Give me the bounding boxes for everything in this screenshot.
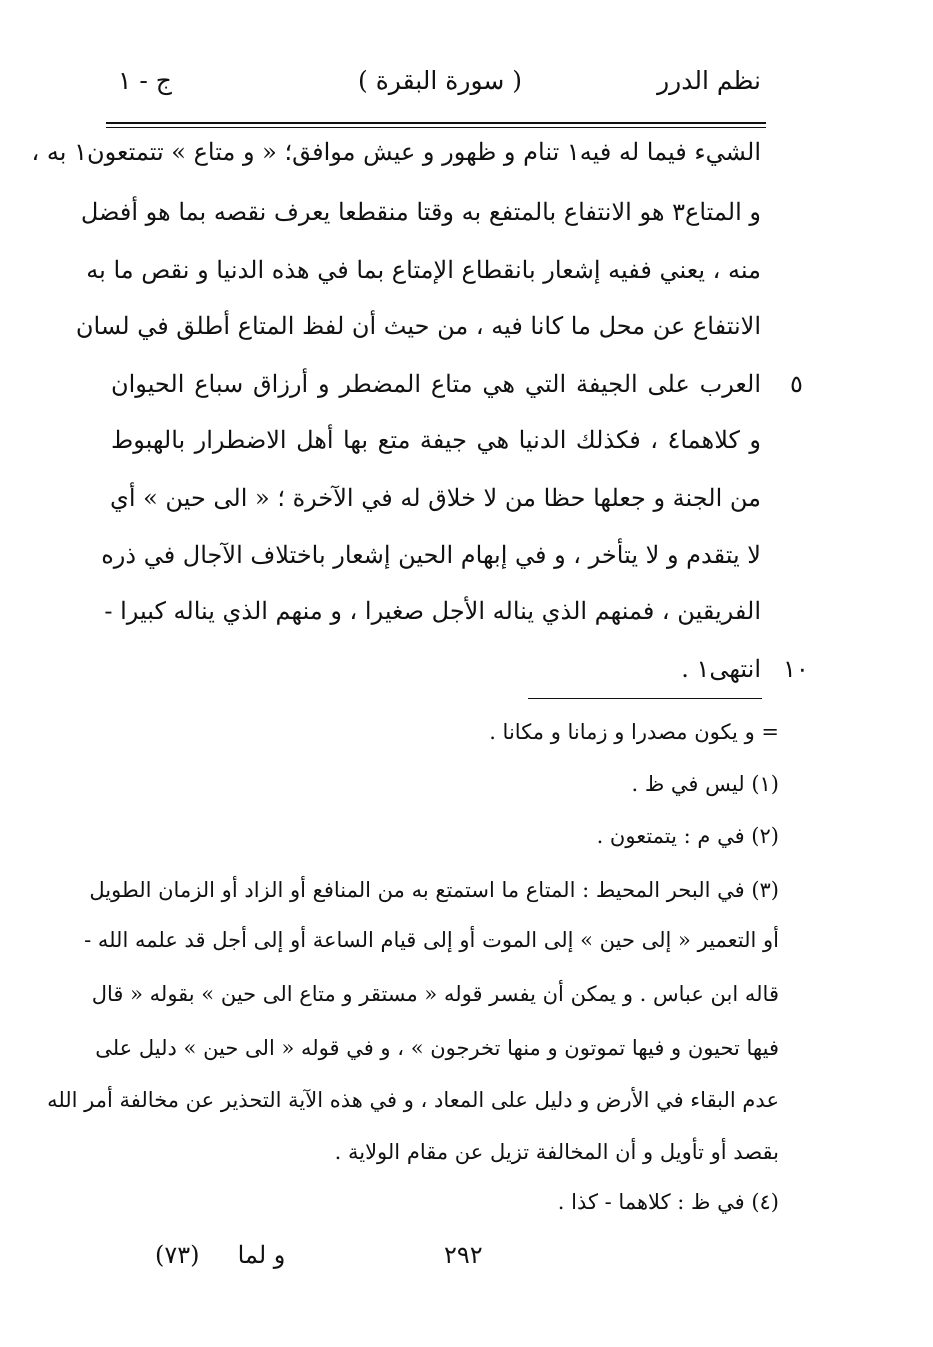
- main-text-line: الانتفاع عن محل ما كانا فيه ، من حيث أن لفظ المتاع أطلق في لسان: [75, 312, 761, 340]
- header-rule-bottom: [106, 127, 766, 128]
- footnote-line: بقصد أو تأويل و أن المخالفة تزيل عن مقام الولاية .: [334, 1140, 779, 1164]
- footnote-separator: [528, 698, 762, 699]
- main-text-line: و المتاع٣ هو الانتفاع بالمتفع به وقتا منقطعا يعرف نقصه بما هو أفضل: [80, 198, 761, 226]
- page-number: ٢٩٢: [444, 1241, 483, 1269]
- footnote-line: (٤) في ظ : كلاهما - كذا .: [557, 1190, 779, 1214]
- footnote-line: (٣) في البحر المحيط : المتاع ما استمتع به من المنافع أو الزاد أو الزمان الطويل: [89, 878, 779, 902]
- line-number-marker: ٥: [790, 370, 803, 398]
- footnote-line: أو التعمير « إلى حين » إلى الموت أو إلى قيام الساعة أو إلى أجل قد علمه الله -: [84, 928, 779, 952]
- running-head-book-title: نظم الدرر: [657, 66, 761, 95]
- header-rule-top: [106, 122, 766, 124]
- main-text-line: الشيء فيما له فيه١ تنام و ظهور و عيش موافق؛ « و متاع » تتمتعون١ به ،: [31, 138, 761, 166]
- main-text-line: لا يتقدم و لا يتأخر ، و في إبهام الحين إشعار باختلاف الآجال في ذره: [101, 541, 761, 569]
- footnote-line: عدم البقاء في الأرض و دليل على المعاد ، و في هذه الآية التحذير عن مخالفة أمر الله: [47, 1088, 779, 1112]
- main-text-line: منه ، يعني ففيه إشعار بانقطاع الإمتاع بما في هذه الدنيا و نقص ما به: [86, 256, 761, 284]
- main-text-line: انتهى١ .: [681, 655, 761, 683]
- footnote-line: (١) ليس في ظ .: [631, 772, 779, 796]
- main-text-line: من الجنة و جعلها حظا من لا خلاق له في الآخرة ؛ « الى حين » أي: [110, 484, 761, 512]
- running-head-surah: ( سورة البقرة ): [358, 66, 523, 95]
- footnote-line: (٢) في م : يتمتعون .: [596, 824, 779, 848]
- signature-catchword: (٧٣) و لما: [155, 1241, 286, 1269]
- main-text-line: الفريقين ، فمنهم الذي يناله الأجل صغيرا ، و منهم الذي يناله كبيرا -: [104, 597, 761, 625]
- line-number-marker: ١٠: [783, 655, 809, 683]
- footnote-line: فيها تحيون و فيها تموتون و منها تخرجون » ، و في قوله « الى حين » دليل على: [95, 1036, 779, 1060]
- footnote-line: قاله ابن عباس . و يمكن أن يفسر قوله « مستقر و متاع الى حين » بقوله « قال: [91, 982, 779, 1006]
- footnote-line: = و يكون مصدرا و زمانا و مكانا .: [489, 720, 779, 744]
- running-head-volume: ج - ١: [118, 66, 172, 95]
- main-text-line: و كلاهما٤ ، فكذلك الدنيا هي جيفة متع بها أهل الاضطرار بالهبوط: [111, 426, 761, 454]
- main-text-line: العرب على الجيفة التي هي متاع المضطر و أرزاق سباع الحيوان: [111, 370, 761, 398]
